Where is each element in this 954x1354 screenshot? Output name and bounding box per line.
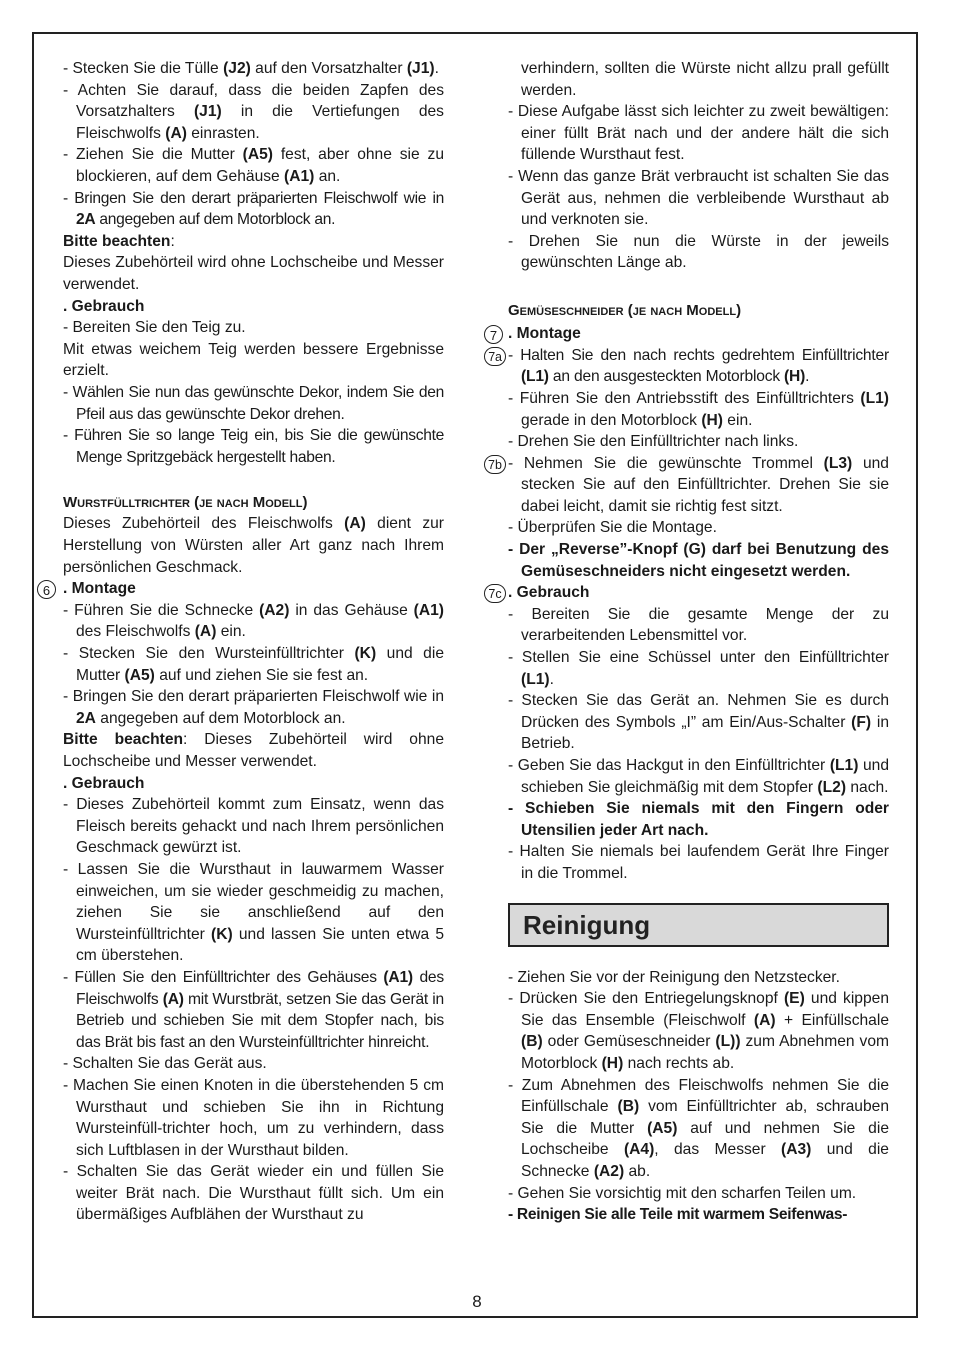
step-badge: 7b xyxy=(484,455,506,474)
right-column xyxy=(488,58,890,1226)
paragraph: - Führen Sie den Antriebsstift des Einfülltrichters (L1) gerade in den Motorblock (H) ein. xyxy=(508,389,889,429)
paragraph: - Drehen Sie nun die Würste in der jeweils gewünschten Länge ab. xyxy=(508,232,889,272)
warning-paragraph: - Schieben Sie niemals mit den Fingern oder Utensilien jeder Art nach. xyxy=(508,800,889,839)
step-badge: 7 xyxy=(484,325,503,344)
paragraph: - Bereiten Sie die gesamte Menge der zu verarbeitenden Lebensmittel vor. xyxy=(508,605,889,645)
step-badge: 6 xyxy=(37,580,56,599)
paragraph: - Stellen Sie eine Schüssel unter den Einfülltrichter (L1). xyxy=(508,649,889,688)
paragraph: - Stecken Sie das Gerät an. Nehmen Sie es durch Drücken des Symbols „I” am Ein/Aus-Schalter (F) in Betrieb. xyxy=(508,692,889,753)
paragraph: - Schalten Sie das Gerät aus. xyxy=(63,1055,267,1073)
paragraph: - Stecken Sie die Tülle (J2) auf den Vorsatzhalter (J1). xyxy=(63,60,439,77)
left-column xyxy=(42,58,444,1226)
note-text: Dieses Zubehörteil wird ohne Lochscheibe und Messer verwendet. xyxy=(63,254,444,293)
paragraph: Mit etwas weichem Teig werden bessere Ergebnisse erzielt. xyxy=(63,340,444,380)
paragraph: - Stecken Sie den Wursteinfülltrichter (K) und die Mutter (A5) auf und ziehen Sie sie fest an. xyxy=(63,645,444,684)
paragraph: - Bringen Sie den derart präparierten Fleischwolf wie in 2A angegeben auf dem Motorblock an. xyxy=(63,189,444,229)
paragraph: - Überprüfen Sie die Montage. xyxy=(508,519,717,537)
paragraph: verhindern, sollten die Würste nicht allzu prall gefüllt werden. xyxy=(521,60,889,99)
warning-paragraph: - Der „Reverse”-Knopf (G) darf bei Benutzung des Gemüseschneiders nicht eingesetzt werden. xyxy=(508,541,889,580)
paragraph: - Führen Sie die Schnecke (A2) in das Gehäuse (A1) des Fleischwolfs (A) ein. xyxy=(63,601,444,641)
section-title: Gemüseschneider (je nach Modell) xyxy=(508,301,742,319)
note-text: Bitte beachten: Dieses Zubehörteil wird ohne Lochscheibe und Messer verwendet. xyxy=(63,731,444,770)
paragraph: - Ziehen Sie vor der Reinigung den Netzstecker. xyxy=(508,968,840,986)
paragraph: - Gehen Sie vorsichtig mit den scharfen Teilen um. xyxy=(508,1184,857,1202)
paragraph: - Halten Sie niemals bei laufendem Gerät Ihre Finger in die Trommel. xyxy=(508,843,889,882)
page-number: 8 xyxy=(472,1292,482,1311)
note-label: Bitte beachten: xyxy=(63,232,175,250)
subheading-montage: 6 . Montage xyxy=(63,578,444,600)
step-badge: 7a xyxy=(484,347,506,366)
paragraph: - Füllen Sie den Einfülltrichter des Gehäuses (A1) des Fleischwolfs (A) mit Wurstbrät, setzen Sie das Gerät in Betrieb und schieben Sie mit dem Stopfer nach, bis das Brät bis fast an den Wursteinfülltrichter hinreicht. xyxy=(63,968,444,1051)
paragraph: 7b - Nehmen Sie die gewünschte Trommel (L3) und stecken Sie auf den Einfülltrichter. Drehen Sie sie dabei leicht, damit sie richtig fest sitzt. xyxy=(508,453,889,518)
paragraph: - Schalten Sie das Gerät wieder ein und füllen Sie weiter Brät nach. Die Wursthaut füllt sich. Um ein übermäßiges Aufblähen der Wursthaut zu xyxy=(63,1163,444,1224)
paragraph: - Geben Sie das Hackgut in den Einfülltrichter (L1) und schieben Sie gleichmäßig mit dem Stopfer (L2) nach. xyxy=(508,757,890,796)
paragraph: - Drehen Sie den Einfülltrichter nach links. xyxy=(508,433,799,451)
subheading-montage: 7 . Montage xyxy=(508,323,889,345)
section-heading-reinigung: Reinigung xyxy=(508,903,889,947)
paragraph: - Zum Abnehmen des Fleischwolfs nehmen Sie die Einfüllschale (B) vom Einfülltrichter ab, schrauben Sie die Mutter (A5) auf und nehmen Sie die Lochscheibe (A4), das Messer (A3) und die Schnecke (A2) ab. xyxy=(508,1076,889,1180)
paragraph: - Drücken Sie den Entriegelungsknopf (E) und kippen Sie das Ensemble (Fleischwolf (A) + Einfüllschale (B) oder Gemüseschneider (L)) zum Abnehmen vom Motorblock (H) nach rechts ab. xyxy=(508,990,889,1072)
paragraph: - Dieses Zubehörteil kommt zum Einsatz, wenn das Fleisch bereits gehackt und nach Ihrem persönlichen Geschmack gewürzt ist. xyxy=(63,796,444,857)
paragraph: - Wählen Sie nun das gewünschte Dekor, indem Sie den Pfeil aus das gewünschte Dekor drehen. xyxy=(63,383,444,423)
paragraph: 7a - Halten Sie den nach rechts gedrehtem Einfülltrichter (L1) an den ausgesteckten Motorblock (H). xyxy=(508,345,889,388)
paragraph: - Ziehen Sie die Mutter (A5) fest, aber ohne sie zu blockieren, auf dem Gehäuse (A1) an. xyxy=(63,146,444,185)
subheading-gebrauch: . Gebrauch xyxy=(63,297,145,315)
paragraph: - Lassen Sie die Wursthaut in lauwarmem Wasser einweichen, um sie wieder geschmeidig zu machen, ziehen Sie sie anschließend auf den Wursteinfülltrichter (K) und lassen Sie unten etwa 5 cm überstehen. xyxy=(63,860,444,965)
paragraph: - Machen Sie einen Knoten in die überstehenden 5 cm Wursthaut und schieben Sie ihn in Richtung Wursteinfüll-trichter hoch, um zu verhindern, dass sich Luftblasen in der Wursthaut bilden. xyxy=(63,1076,444,1159)
paragraph: - Diese Aufgabe lässt sich leichter zu zweit bewältigen: einer füllt Brät nach und der andere hält die sich füllende Wursthaut fest. xyxy=(508,103,889,164)
paragraph: - Führen Sie so lange Teig ein, bis Sie die gewünschte Menge Spritzgebäck hergestellt haben. xyxy=(63,427,444,466)
section-intro: Dieses Zubehörteil des Fleischwolfs (A) dient zur Herstellung von Würsten aller Art ganz nach Ihrem persönlichen Geschmack. xyxy=(63,515,444,576)
subheading-gebrauch: . Gebrauch xyxy=(63,774,145,792)
paragraph: - Achten Sie darauf, dass die beiden Zapfen des Vorsatzhalters (J1) in die Vertiefungen des Fleischwolfs (A) einrasten. xyxy=(63,81,444,142)
section-title: Wurstfülltrichter (je nach Modell) xyxy=(63,493,308,511)
step-badge: 7c xyxy=(484,584,506,603)
subheading-gebrauch: 7c . Gebrauch xyxy=(508,582,889,604)
paragraph: - Bringen Sie den derart präparierten Fleischwolf wie in 2A angegeben auf dem Motorblock an. xyxy=(63,688,444,727)
warning-paragraph: - Reinigen Sie alle Teile mit warmem Seifenwas- xyxy=(508,1206,848,1224)
paragraph: - Wenn das ganze Brät verbraucht ist schalten Sie das Gerät aus, nehmen die verbleibende Wursthaut ab und verknoten sie. xyxy=(508,167,889,229)
paragraph: - Bereiten Sie den Teig zu. xyxy=(63,319,246,337)
